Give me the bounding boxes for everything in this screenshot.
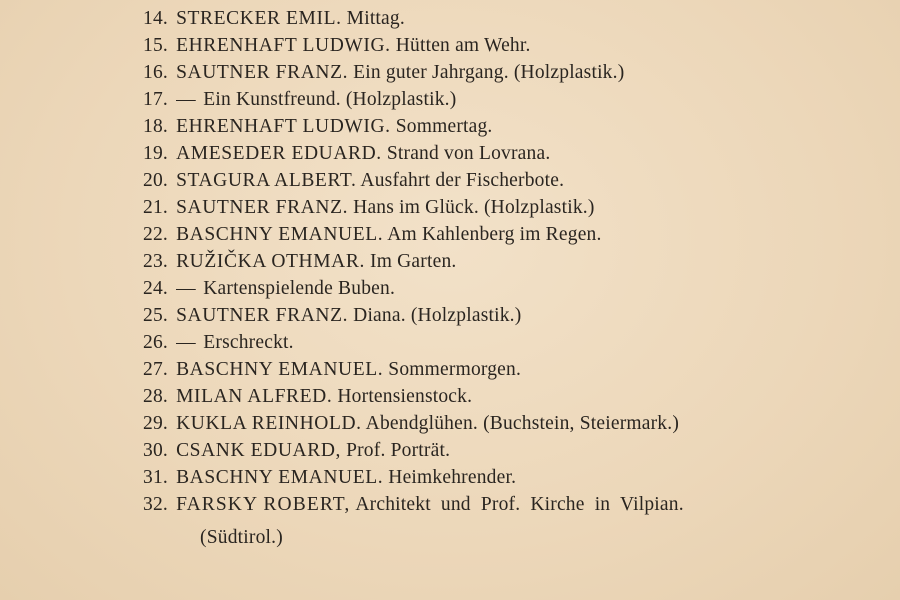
entry-title: Prof. Porträt. bbox=[346, 440, 451, 461]
entry-number: 26. bbox=[143, 332, 168, 353]
entry-title: Hans im Glück. (Holzplastik.) bbox=[353, 197, 595, 218]
entry-title: Am Kahlenberg im Regen. bbox=[387, 224, 602, 245]
entry-title: Diana. (Holzplastik.) bbox=[353, 305, 522, 326]
catalog-entry bbox=[128, 464, 808, 491]
entry-number: 15. bbox=[143, 35, 168, 56]
entry-number: 18. bbox=[143, 116, 168, 137]
entry-number: 25. bbox=[143, 305, 168, 326]
catalog-entry bbox=[128, 5, 808, 32]
entry-artist: SAUTNER FRANZ. bbox=[176, 197, 349, 218]
entry-artist: EHRENHAFT LUDWIG. bbox=[176, 116, 391, 137]
entry-number: 24. bbox=[143, 278, 168, 299]
catalog-entry bbox=[128, 356, 808, 383]
entry-number: 21. bbox=[143, 197, 168, 218]
catalog-entry bbox=[128, 329, 808, 356]
catalog-entry bbox=[128, 59, 808, 86]
entry-artist: FARSKY ROBERT, bbox=[176, 494, 351, 515]
entry-number: 17. bbox=[143, 89, 168, 110]
entry-number: 14. bbox=[143, 8, 168, 29]
entry-number: 28. bbox=[143, 386, 168, 407]
catalog-entry bbox=[128, 167, 808, 194]
catalog-entry bbox=[128, 248, 808, 275]
entry-title: Ein Kunstfreund. (Holzplastik.) bbox=[203, 89, 457, 110]
entry-title: Strand von Lovrana. bbox=[386, 143, 551, 164]
entry-number: 16. bbox=[143, 62, 168, 83]
catalog-entry bbox=[128, 32, 808, 59]
entry-artist: BASCHNY EMANUEL. bbox=[176, 467, 384, 488]
catalog-entry bbox=[128, 491, 808, 518]
catalog-entry-list bbox=[128, 5, 808, 518]
entry-artist: SAUTNER FRANZ. bbox=[176, 62, 349, 83]
entry-artist: KUKLA REINHOLD. bbox=[176, 413, 362, 434]
entry-title-continuation: (Südtirol.) bbox=[200, 527, 283, 548]
entry-artist: BASCHNY EMANUEL. bbox=[176, 224, 384, 245]
entry-number: 32. bbox=[143, 494, 168, 515]
entry-number: 20. bbox=[143, 170, 168, 191]
entry-title: Abendglühen. (Buchstein, Steiermark.) bbox=[365, 413, 680, 434]
catalog-entry bbox=[128, 113, 808, 140]
entry-title: Mittag. bbox=[346, 8, 405, 29]
entry-title: Ein guter Jahrgang. (Holzplastik.) bbox=[353, 62, 625, 83]
entry-number: 23. bbox=[143, 251, 168, 272]
entry-number: 30. bbox=[143, 440, 168, 461]
entry-title: Kartenspielende Buben. bbox=[203, 278, 396, 299]
entry-artist: — bbox=[176, 278, 197, 299]
entry-artist: SAUTNER FRANZ. bbox=[176, 305, 349, 326]
entry-title: Architekt und Prof. Kirche in Vilpian. bbox=[355, 494, 684, 515]
entry-number: 22. bbox=[143, 224, 168, 245]
entry-number: 19. bbox=[143, 143, 168, 164]
entry-artist: EHRENHAFT LUDWIG. bbox=[176, 35, 391, 56]
entry-artist: BASCHNY EMANUEL. bbox=[176, 359, 384, 380]
entry-title: Sommertag. bbox=[395, 116, 493, 137]
entry-artist: MILAN ALFRED. bbox=[176, 386, 333, 407]
entry-artist: RUŽIČKA OTHMAR. bbox=[176, 251, 365, 272]
entry-title: Sommermorgen. bbox=[388, 359, 522, 380]
catalog-entry bbox=[128, 194, 808, 221]
entry-number: 29. bbox=[143, 413, 168, 434]
catalog-entry bbox=[128, 383, 808, 410]
entry-number: 27. bbox=[143, 359, 168, 380]
entry-artist: AMESEDER EDUARD. bbox=[176, 143, 382, 164]
entry-title: Hortensienstock. bbox=[337, 386, 473, 407]
catalog-entry bbox=[128, 410, 808, 437]
entry-artist: STAGURA ALBERT. bbox=[176, 170, 357, 191]
entry-title: Hütten am Wehr. bbox=[395, 35, 531, 56]
catalog-entry bbox=[128, 275, 808, 302]
entry-artist: STRECKER EMIL. bbox=[176, 8, 342, 29]
catalog-entry bbox=[128, 140, 808, 167]
entry-artist: — bbox=[176, 89, 197, 110]
entry-title: Ausfahrt der Fischerbote. bbox=[360, 170, 565, 191]
entry-title: Erschreckt. bbox=[203, 332, 294, 353]
entry-title: Im Garten. bbox=[370, 251, 457, 272]
entry-title: Heimkehrender. bbox=[388, 467, 517, 488]
entry-artist: CSANK EDUARD, bbox=[176, 440, 341, 461]
catalog-entry bbox=[128, 302, 808, 329]
catalog-entry bbox=[128, 437, 808, 464]
entry-artist: — bbox=[176, 332, 197, 353]
entry-number: 31. bbox=[143, 467, 168, 488]
catalog-entry bbox=[128, 221, 808, 248]
catalog-entry bbox=[128, 86, 808, 113]
